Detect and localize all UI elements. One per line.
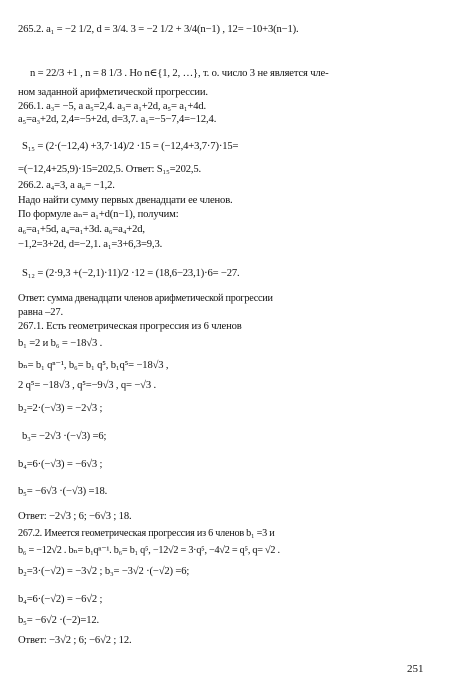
text-line: =(−12,4+25,9)·15=202,5. Ответ: S₁₅=202,5. — [18, 164, 202, 175]
text-line: Надо найти сумму первых двенадцати ее членов. — [18, 195, 233, 206]
text-line: Ответ: −3√2 ; 6; −6√2 ; 12. — [18, 635, 132, 646]
text-line: 267.1. Есть геометрическая прогрессия из 6 членов — [18, 321, 242, 332]
text-line: bₙ= b₁ qⁿ⁻¹, b₆= b₁ q⁵, b₁q⁵= −18√3 , — [18, 360, 169, 371]
text-line: b₅= −6√3 ·(−√3) =18. — [18, 486, 108, 497]
text-line: b₆ = −12√2 . bₙ= b₁qⁿ⁻¹. b₆= b₁ q⁵, −12√2 = 3·q⁵, −4√2 = q⁵, q= √2 . — [18, 545, 280, 556]
text-line: b₃= −2√3 ·(−√3) =6; — [22, 431, 107, 442]
text-line: 267.2. Имеется геометрическая прогрессия из 6 членов b₁ =3 и — [18, 528, 275, 539]
text-line: Ответ: сумма двенадцати членов арифметической прогрессии — [18, 293, 273, 304]
text-line: 265.2. a₁ = −2 1/2, d = 3/4. 3 = −2 1/2 + 3/4(n−1) , 12= −10+3(n−1). — [18, 24, 299, 35]
text-line: 2 q⁵= −18√3 , q⁵=−9√3 , q= −√3 . — [18, 380, 156, 391]
text-line: Ответ: −2√3 ; 6; −6√3 ; 18. — [18, 511, 132, 522]
text-line: −1,2=3+2d, d=−2,1. a₁=3+6,3=9,3. — [18, 239, 163, 250]
text-line: 266.1. a₃= −5, а a₅=2,4. a₃= a₁+2d, a₅= a₁+4d. — [18, 101, 206, 112]
text-line: a₆=a₁+5d, a₄=a₁+3d. a₆=a₄+2d, — [18, 224, 145, 235]
text-line: По формуле aₙ= a₁+d(n−1), получим: — [18, 209, 179, 220]
text-line: a₅=a₃+2d, 2,4=−5+2d, d=3,7. a₁=−5−7,4=−12,4. — [18, 114, 217, 125]
text-line: b₁ =2 и b₆ = −18√3 . — [18, 338, 103, 349]
text-line: равна –27. — [18, 307, 64, 318]
text-line: ном заданной арифметической прогрессии. — [18, 87, 208, 98]
text-line: b₄=6·(−√2) = −6√2 ; — [18, 594, 103, 605]
text-line: 266.2. a₄=3, а a₆= −1,2. — [18, 180, 115, 191]
text-line: b₂=2·(−√3) = −2√3 ; — [18, 403, 103, 414]
text-line: S₁₂ = (2·9,3 +(−2,1)·11)/2 ·12 = (18,6−23,1)·6= −27. — [22, 268, 240, 279]
text-line: b₄=6·(−√3) = −6√3 ; — [18, 459, 103, 470]
text-line: n = 22/3 +1 , n = 8 1/3 . Но n∈{1, 2, …}, т. о. число 3 не является чле- — [30, 68, 329, 79]
page-number: 251 — [407, 663, 424, 675]
text-line: b₂=3·(−√2) = −3√2 ; b₃= −3√2 ·(−√2) =6; — [18, 566, 190, 577]
text-line: b₅= −6√2 ·(−2)=12. — [18, 615, 100, 626]
text-line: S₁₅ = (2·(−12,4) +3,7·14)/2 ·15 = (−12,4+3,7·7)·15= — [22, 141, 239, 152]
